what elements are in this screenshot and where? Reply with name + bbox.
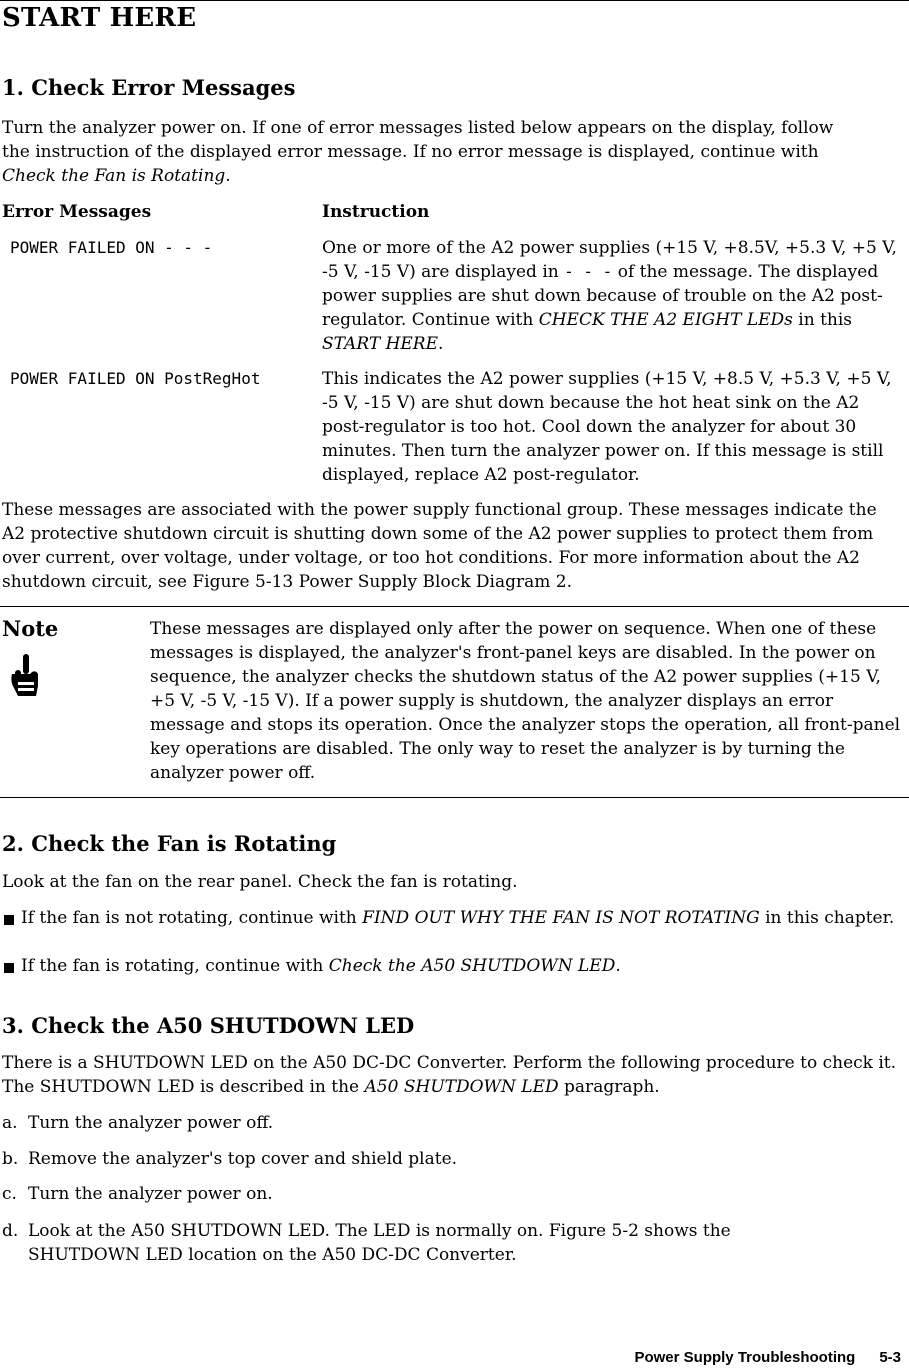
step-text: Turn the analyzer power off. — [28, 1113, 274, 1133]
check-a2-leds-reference: CHECK THE A2 EIGHT LEDs — [538, 310, 793, 330]
bullet-text: . — [615, 956, 621, 976]
step-label: a. — [2, 1113, 18, 1133]
section1-heading: 1. Check Error Messages — [2, 75, 296, 100]
section2-heading: 2. Check the Fan is Rotating — [2, 831, 337, 856]
footer-page-number: 5-3 — [879, 1349, 901, 1366]
page-footer — [634, 1346, 901, 1370]
bullet-text: If the fan is rotating, continue with — [21, 956, 329, 976]
section3-intro — [2, 1051, 902, 1099]
bullet-text: in this chapter. — [759, 908, 895, 928]
fan-not-rotating-reference: FIND OUT WHY THE FAN IS NOT ROTATING — [362, 908, 760, 928]
note-text: These messages are displayed only after the power on sequence. When one of these messages is displayed, the analyzer's front-panel keys are disabled. In the power on sequence, the analyzer checks the shutdown status of the A2 power supplies (+15 V, +5 V, -5 V, -15 V). If a power supply is shutdown, the analyzer displays an error message and stops its operation. Once the analyzer stops the operation, all front-panel key operations are disabled. The only way to reset the analyzer is by turning the analyzer power off. — [150, 619, 901, 783]
table-header-instruction: Instruction — [322, 202, 430, 222]
instruction-text: One or more of the A2 power supplies (+15 V, +8.5V, +5.3 V, +5 V, -5 V, -15 V) are displayed in — [322, 238, 897, 282]
section3-heading: 3. Check the A50 SHUTDOWN LED — [2, 1013, 415, 1038]
instruction-text: of the message. The displayed power supplies are shut down because of trouble on the A2 post-regulator. Continue with — [322, 262, 883, 330]
section3-intro-end: paragraph. — [558, 1077, 660, 1097]
top-rule — [0, 0, 909, 1]
section1-intro-text: Turn the analyzer power on. If one of error messages listed below appears on the display, follow the instruction of the displayed error message. If no error message is displayed, continue with — [2, 118, 834, 162]
error-message-power-failed: POWER FAILED ON - - - — [10, 238, 213, 257]
step-label: d. — [2, 1221, 19, 1241]
note-label: Note — [2, 616, 59, 641]
section1-intro-end: . — [225, 166, 231, 186]
a50-shutdown-led-reference: A50 SHUTDOWN LED — [364, 1077, 559, 1097]
instruction-text: . — [438, 334, 444, 354]
page-title: START HERE — [2, 3, 197, 33]
list-item — [2, 1219, 802, 1267]
instruction-power-failed — [322, 236, 907, 356]
step-label: b. — [2, 1149, 19, 1169]
note-top-rule — [0, 606, 909, 607]
table-header-error-messages: Error Messages — [2, 202, 152, 222]
section3-intro-text: There is a SHUTDOWN LED on the A50 DC-DC Converter. Perform the following procedure to check it. The SHUTDOWN LED is described in the — [2, 1053, 897, 1097]
step-text: Turn the analyzer power on. — [28, 1184, 273, 1204]
pointing-hand-icon — [6, 652, 44, 700]
step-text: Look at the A50 SHUTDOWN LED. The LED is normally on. Figure 5-2 shows the SHUTDOWN LED location on the A50 DC-DC Converter. — [28, 1221, 731, 1265]
error-message-postreghot: POWER FAILED ON PostRegHot — [10, 369, 261, 388]
list-item — [2, 1147, 882, 1171]
bullet-icon — [4, 963, 14, 973]
note-bottom-rule — [0, 797, 909, 798]
list-item — [2, 906, 902, 930]
section2-intro: Look at the fan on the rear panel. Check the fan is rotating. — [2, 872, 518, 892]
instruction-text: in this — [792, 310, 853, 330]
step-text: Remove the analyzer's top cover and shield plate. — [28, 1149, 458, 1169]
instruction-code: - - - — [564, 262, 613, 281]
bullet-text: If the fan is not rotating, continue with — [21, 908, 363, 928]
step-label: c. — [2, 1184, 17, 1204]
start-here-reference: START HERE — [322, 334, 439, 354]
section1-intro — [2, 116, 852, 188]
section1-after-table: These messages are associated with the power supply functional group. These messages indicate the A2 protective shutdown circuit is shutting down some of the A2 power supplies to protect them from over current, over voltage, under voltage, or too hot conditions. For more information about the A2 shutdown circuit, see Figure 5-13 Power Supply Block Diagram 2. — [2, 500, 877, 592]
bullet-icon — [4, 915, 14, 925]
instruction-postreghot: This indicates the A2 power supplies (+15 V, +8.5 V, +5.3 V, +5 V, -5 V, -15 V) are shut down because the hot heat sink on the A2 post-regulator is too hot. Cool down the analyzer for about 30 minutes. Then turn the analyzer power on. If this message is still displayed, replace A2 post-regulator. — [322, 369, 892, 485]
check-a50-led-reference: Check the A50 SHUTDOWN LED — [328, 956, 616, 976]
footer-chapter: Power Supply Troubleshooting — [634, 1349, 856, 1366]
check-fan-reference: Check the Fan is Rotating — [2, 166, 226, 186]
list-item — [2, 1111, 882, 1135]
list-item — [2, 954, 902, 978]
list-item — [2, 1182, 882, 1206]
